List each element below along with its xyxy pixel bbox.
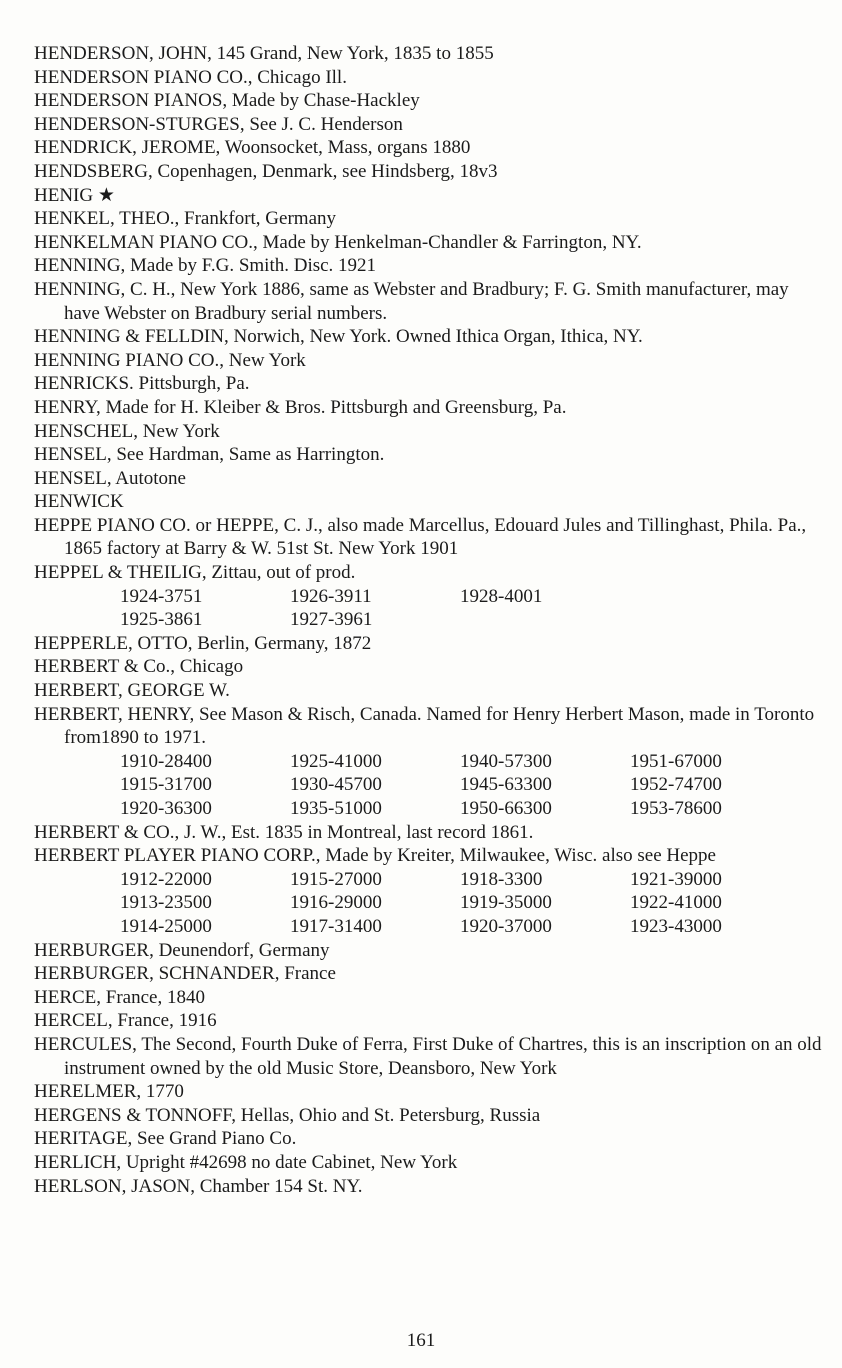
- directory-entry: HERLSON, JASON, Chamber 154 St. NY.: [34, 1175, 363, 1197]
- directory-entry: HEPPEL & THEILIG, Zittau, out of prod.: [34, 562, 356, 584]
- directory-entry: HERBERT PLAYER PIANO CORP., Made by Kreiter, Milwaukee, Wisc. also see Heppe: [34, 845, 716, 867]
- directory-entry: HENDERSON, JOHN, 145 Grand, New York, 1835 to 1855: [34, 43, 494, 64]
- serial-year-cell: 1912-22000: [120, 868, 212, 890]
- directory-entry: HERBURGER, SCHNANDER, France: [34, 963, 336, 985]
- serial-year-cell: 1953-78600: [630, 798, 722, 819]
- serial-year-cell: 1928-4001: [460, 585, 543, 607]
- serial-year-cell: [460, 608, 630, 632]
- directory-entries: [34, 42, 824, 1198]
- directory-entry: HENNING, Made by F.G. Smith. Disc. 1921: [34, 255, 377, 277]
- page-number: 161: [406, 1330, 436, 1351]
- serial-year-cell: 1926-3911: [290, 585, 372, 607]
- serial-year-cell: 1924-3751: [120, 585, 203, 607]
- directory-entry: HERLICH, Upright #42698 no date Cabinet, New York: [34, 1151, 458, 1173]
- directory-entry: HENWICK: [34, 491, 124, 513]
- serial-year-cell: 1930-45700: [290, 774, 382, 796]
- serial-year-cell: 1919-35000: [460, 892, 552, 914]
- serial-year-cell: 1915-27000: [290, 868, 382, 890]
- directory-entry: HENNING PIANO CO., New York: [34, 349, 306, 371]
- serial-year-cell: 1945-63300: [460, 774, 552, 796]
- serial-year-cell: 1918-3300: [460, 868, 543, 890]
- directory-entry: HENNING & FELLDIN, Norwich, New York. Owned Ithica Organ, Ithica, NY.: [34, 326, 643, 348]
- serial-year-cell: 1925-41000: [290, 750, 382, 772]
- directory-entry: HENKEL, THEO., Frankfort, Germany: [34, 208, 336, 230]
- directory-entry: HENDERSON PIANOS, Made by Chase-Hackley: [34, 90, 420, 112]
- directory-entry: HERITAGE, See Grand Piano Co.: [34, 1128, 297, 1150]
- serial-year-table: [34, 585, 824, 632]
- serial-year-cell: 1921-39000: [630, 868, 722, 890]
- serial-year-cell: 1920-37000: [460, 915, 552, 937]
- directory-entry: HENIG ★: [34, 184, 115, 206]
- directory-entry: HENDRICK, JEROME, Woonsocket, Mass, organs 1880: [34, 137, 471, 159]
- serial-year-table: [34, 868, 824, 939]
- directory-entry: HENRY, Made for H. Kleiber & Bros. Pittsburgh and Greensburg, Pa.: [34, 396, 567, 418]
- serial-year-table: [34, 750, 824, 821]
- directory-entry: HERBERT, GEORGE W.: [34, 680, 230, 702]
- serial-year-cell: 1922-41000: [630, 892, 722, 914]
- directory-entry: HENSEL, Autotone: [34, 467, 186, 489]
- directory-entry: HENDERSON PIANO CO., Chicago Ill.: [34, 66, 347, 88]
- directory-entry: HENSCHEL, New York: [34, 420, 220, 442]
- serial-year-cell: 1951-67000: [630, 750, 722, 772]
- serial-year-cell: 1935-51000: [290, 798, 382, 819]
- serial-year-cell: [630, 608, 800, 632]
- serial-year-cell: 1923-43000: [630, 915, 722, 937]
- directory-entry: HENDSBERG, Copenhagen, Denmark, see Hindsberg, 18v3: [34, 160, 498, 182]
- directory-entry: HERCEL, France, 1916: [34, 1010, 217, 1032]
- directory-entry: HENDERSON-STURGES, See J. C. Henderson: [34, 113, 403, 135]
- serial-year-cell: 1917-31400: [290, 915, 382, 937]
- directory-entry: HEPPERLE, OTTO, Berlin, Germany, 1872: [34, 632, 372, 654]
- serial-year-cell: 1910-28400: [120, 750, 212, 772]
- directory-entry: HERCULES, The Second, Fourth Duke of Ferra, First Duke of Chartres, this is an inscription on an old instrument owned by the old Music Store, Deansboro, New York: [34, 1033, 822, 1079]
- serial-year-cell: 1940-57300: [460, 750, 552, 772]
- directory-entry: HENKELMAN PIANO CO., Made by Henkelman-Chandler & Farrington, NY.: [34, 231, 642, 253]
- directory-entry: HERBURGER, Deunendorf, Germany: [34, 939, 330, 961]
- serial-year-cell: 1915-31700: [120, 774, 212, 796]
- directory-entry: HENSEL, See Hardman, Same as Harrington.: [34, 444, 385, 466]
- serial-year-cell: 1920-36300: [120, 798, 212, 819]
- serial-year-cell: 1927-3961: [290, 609, 373, 631]
- serial-year-cell: 1952-74700: [630, 774, 722, 796]
- directory-entry: HERELMER, 1770: [34, 1081, 184, 1103]
- directory-entry: HERBERT & CO., J. W., Est. 1835 in Montreal, last record 1861.: [34, 821, 534, 843]
- serial-year-cell: 1916-29000: [290, 892, 382, 914]
- directory-entry: HERBERT, HENRY, See Mason & Risch, Canada. Named for Henry Herbert Mason, made in Toronto from1890 to 1971.: [34, 703, 815, 749]
- directory-entry: HENRICKS. Pittsburgh, Pa.: [34, 373, 250, 395]
- serial-year-cell: 1950-66300: [460, 798, 552, 819]
- serial-year-cell: 1913-23500: [120, 892, 212, 914]
- directory-entry: HENNING, C. H., New York 1886, same as Webster and Bradbury; F. G. Smith manufacturer, may have Webster on Bradbury serial numbers.: [34, 278, 789, 324]
- directory-entry: HERBERT & Co., Chicago: [34, 656, 244, 678]
- serial-year-cell: [630, 585, 800, 609]
- serial-year-cell: 1925-3861: [120, 609, 203, 631]
- directory-entry: HEPPE PIANO CO. or HEPPE, C. J., also made Marcellus, Edouard Jules and Tillinghast, Phila. Pa., 1865 factory at Barry & W. 51st St. New York 1901: [34, 514, 807, 560]
- directory-entry: HERCE, France, 1840: [34, 986, 205, 1008]
- serial-year-cell: 1914-25000: [120, 915, 212, 937]
- directory-entry: HERGENS & TONNOFF, Hellas, Ohio and St. Petersburg, Russia: [34, 1104, 541, 1126]
